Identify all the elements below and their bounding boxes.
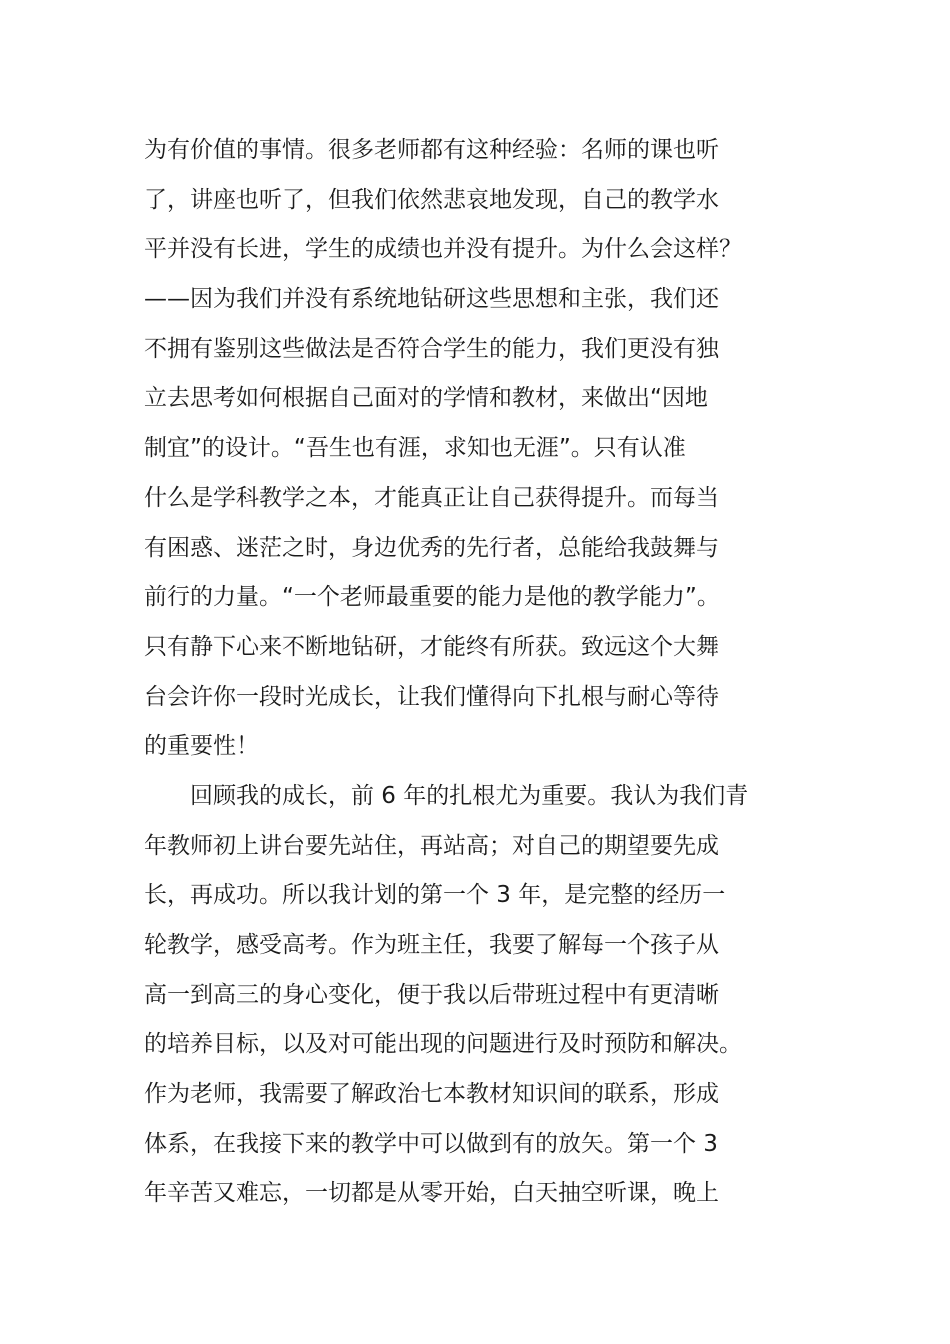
text-line: 有困惑、迷茫之时，身边优秀的先行者，总能给我鼓舞与 bbox=[144, 534, 719, 561]
text-line: 台会许你一段时光成长，让我们懂得向下扎根与耐心等待 bbox=[144, 683, 719, 710]
text-line: 长，再成功。所以我计划的第一个 3 年，是完整的经历一 bbox=[144, 882, 726, 909]
text-line: 轮教学，感受高考。作为班主任，我要了解每一个孩子从 bbox=[144, 932, 719, 958]
body-text bbox=[144, 126, 824, 1219]
text-line: 立去思考如何根据自己面对的学情和教材，来做出“因地 bbox=[144, 385, 708, 412]
text-line: 只有静下心来不断地钻研，才能终有所获。致远这个大舞 bbox=[144, 633, 719, 660]
text-line: 高一到高三的身心变化，便于我以后带班过程中有更清晰 bbox=[144, 981, 719, 1008]
text-line: 的培养目标，以及对可能出现的问题进行及时预防和解决。 bbox=[144, 1031, 742, 1058]
paragraph-start-line: 回顾我的成长，前 6 年的扎根尤为重要。我认为我们青 bbox=[144, 782, 749, 809]
text-line: 年教师初上讲台要先站住，再站高；对自己的期望要先成 bbox=[144, 832, 719, 859]
text-line: 的重要性！ bbox=[144, 733, 259, 760]
text-line: 平并没有长进，学生的成绩也并没有提升。为什么会这样？ bbox=[144, 236, 742, 263]
text-line: 前行的力量。“一个老师最重要的能力是他的教学能力”。 bbox=[144, 584, 720, 611]
text-line: ——因为我们并没有系统地钻研这些思想和主张，我们还 bbox=[144, 286, 719, 313]
text-line: 作为老师，我需要了解政治七本教材知识间的联系，形成 bbox=[144, 1081, 719, 1108]
text-line: 为有价值的事情。很多老师都有这种经验：名师的课也听 bbox=[144, 137, 719, 163]
text-line: 不拥有鉴别这些做法是否符合学生的能力，我们更没有独 bbox=[144, 335, 719, 362]
text-line: 体系，在我接下来的教学中可以做到有的放矢。第一个 3 bbox=[144, 1130, 718, 1157]
text-line: 了，讲座也听了，但我们依然悲哀地发现，自己的教学水 bbox=[144, 186, 719, 213]
text-line: 什么是学科教学之本，才能真正让自己获得提升。而每当 bbox=[144, 484, 719, 511]
text-line: 制宜”的设计。“吾生也有涯，求知也无涯”。只有认准 bbox=[144, 435, 686, 462]
text-line: 年辛苦又难忘，一切都是从零开始，白天抽空听课，晚上 bbox=[144, 1180, 719, 1207]
